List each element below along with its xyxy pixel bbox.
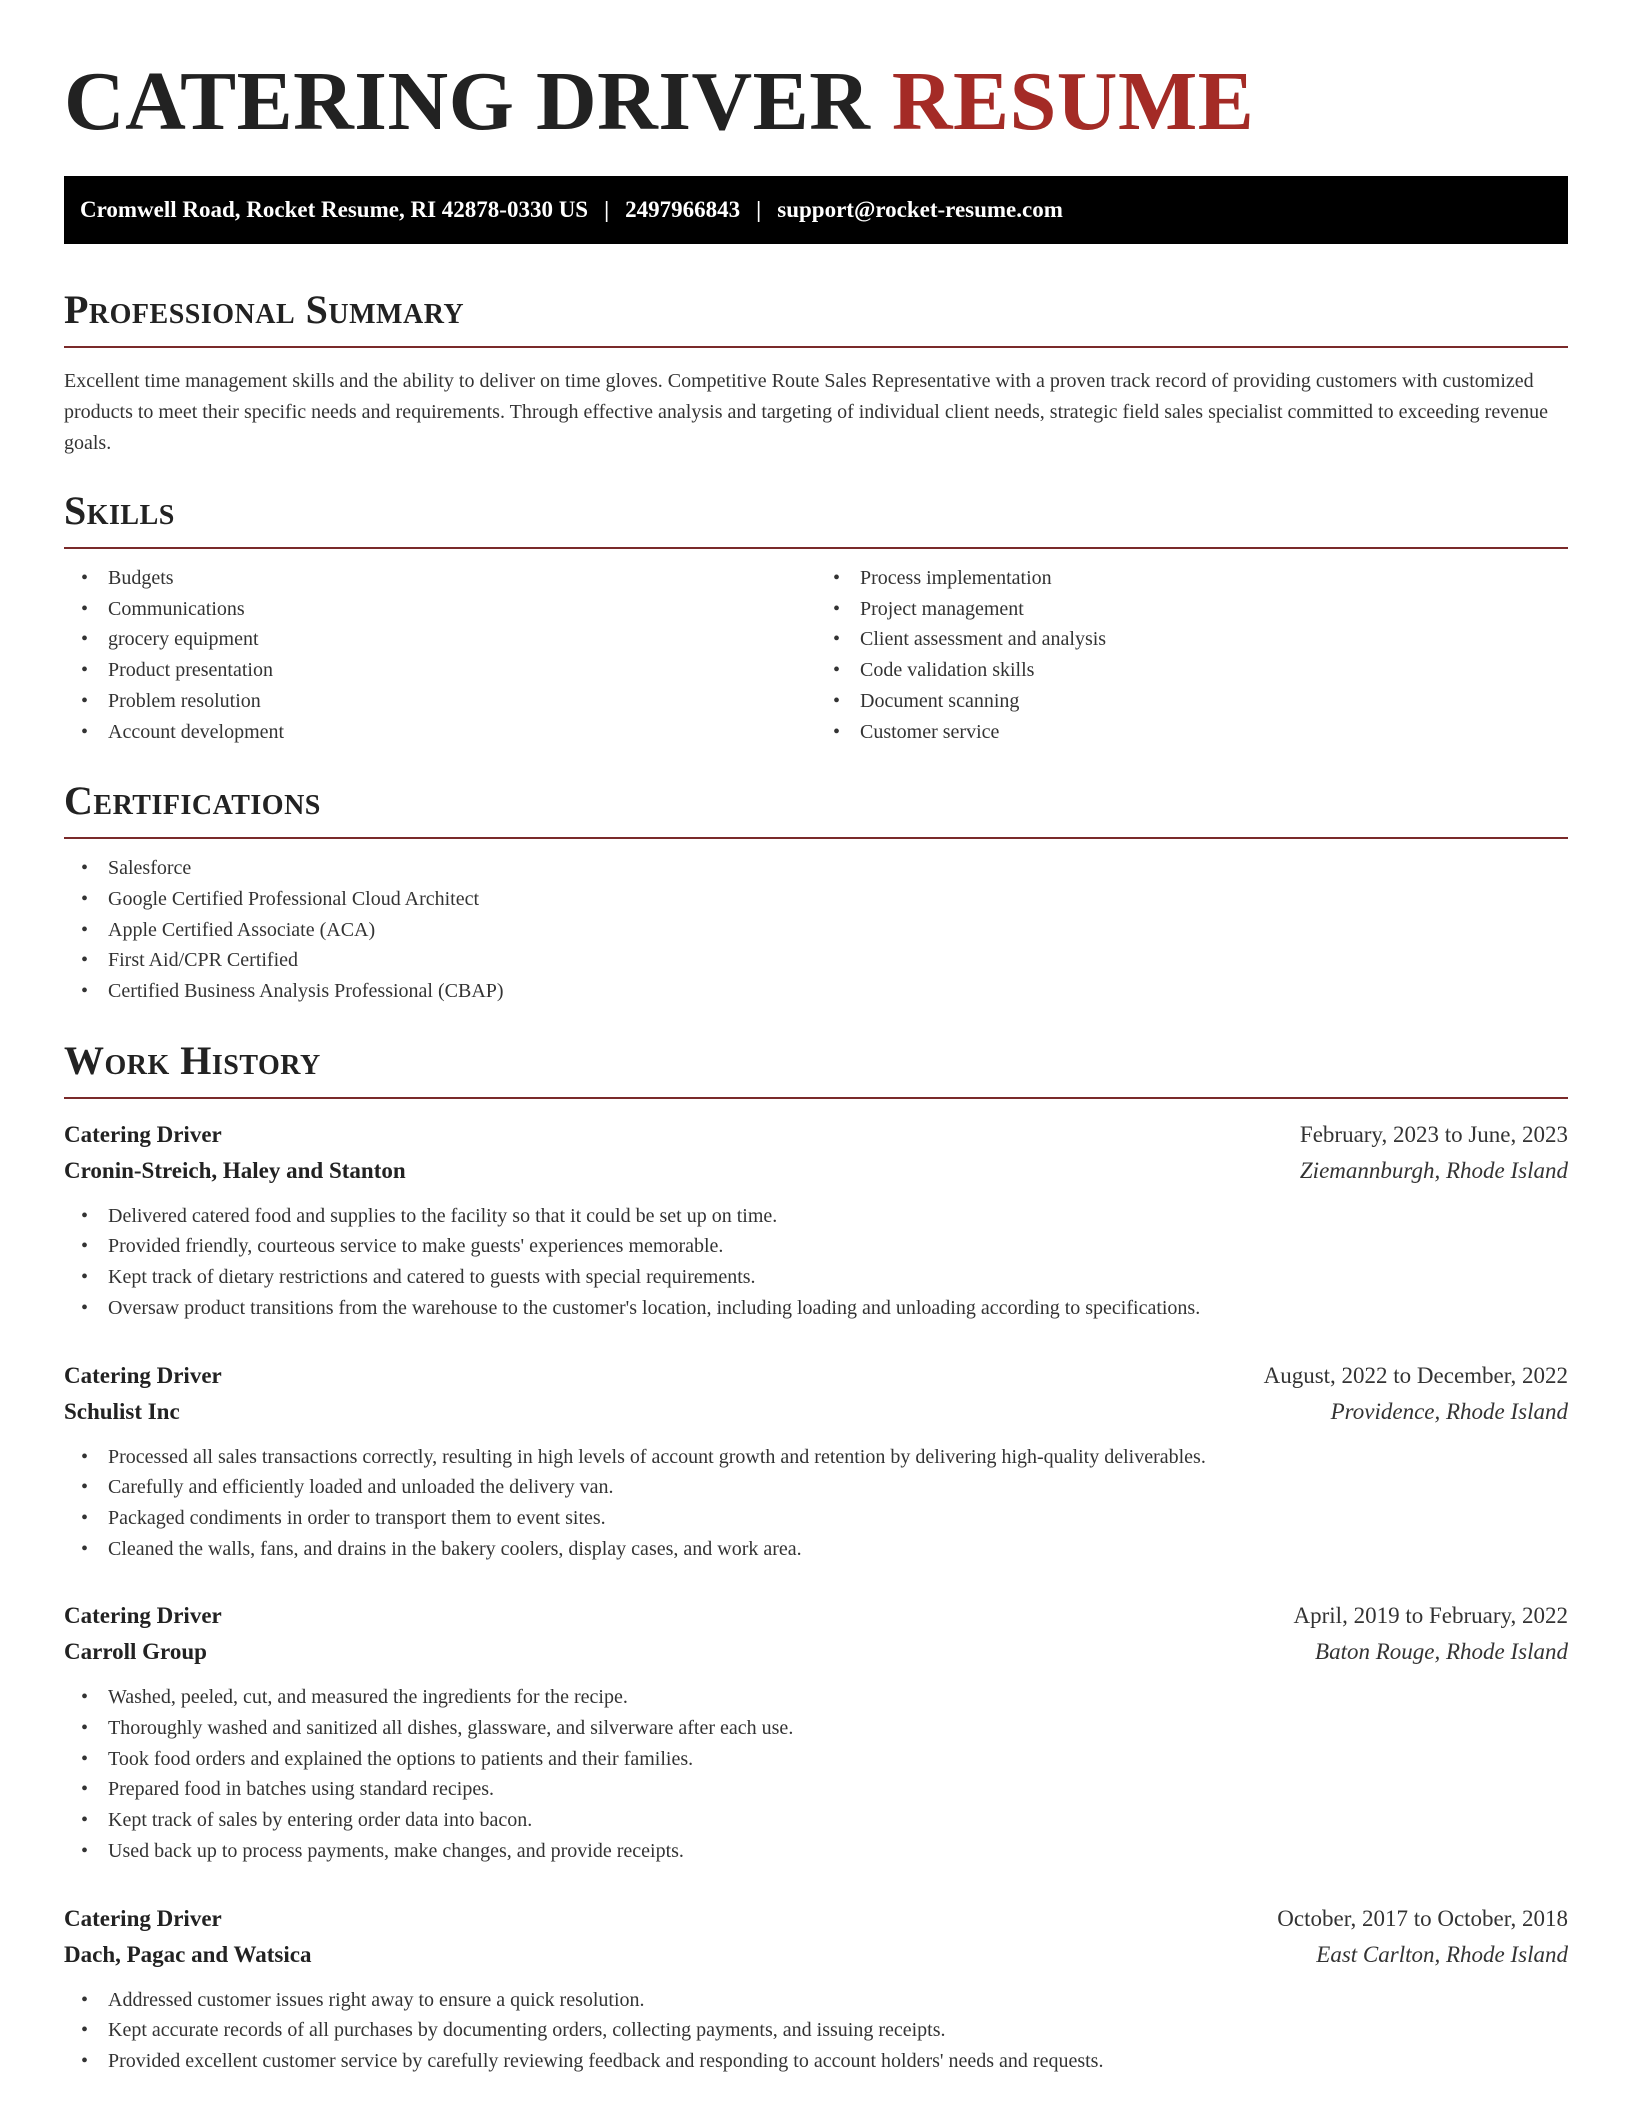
work-history-heading: Work History xyxy=(64,1037,321,1083)
job-duty: • Processed all sales transactions correctly, resulting in high levels of account growth and retention by delivering high-quality deliverables. xyxy=(64,1442,1568,1473)
job-location: Providence, Rhode Island xyxy=(1330,1398,1568,1424)
job-duty: • Carefully and efficiently loaded and unloaded the delivery van. xyxy=(64,1472,1568,1503)
section-divider xyxy=(64,1097,1568,1099)
job-duty: • Took food orders and explained the options to patients and their families. xyxy=(64,1744,1568,1775)
job-company: Carroll Group xyxy=(64,1639,207,1665)
skill-item: • Communications xyxy=(64,594,816,625)
job-entry xyxy=(64,1598,1568,1866)
skill-item: • Problem resolution xyxy=(64,686,816,717)
certification-item: • First Aid/CPR Certified xyxy=(64,945,1568,976)
job-title: Catering Driver xyxy=(64,1121,222,1147)
job-company: Cronin-Streich, Haley and Stanton xyxy=(64,1157,406,1183)
job-location: Ziemannburgh, Rhode Island xyxy=(1299,1157,1568,1183)
contact-address: Cromwell Road, Rocket Resume, RI 42878-0330 US xyxy=(80,197,589,222)
title-accent: RESUME xyxy=(891,55,1255,148)
job-dates: October, 2017 to October, 2018 xyxy=(1277,1905,1568,1931)
job-title: Catering Driver xyxy=(64,1362,222,1388)
skills-grid xyxy=(64,549,1568,747)
skill-item: • Client assessment and analysis xyxy=(816,624,1568,655)
certifications-list xyxy=(64,853,1568,1007)
job-duty: • Packaged condiments in order to transport them to event sites. xyxy=(64,1503,1568,1534)
skill-item: • Customer service xyxy=(816,717,1568,748)
job-dates: August, 2022 to December, 2022 xyxy=(1263,1362,1568,1388)
skill-item: • Code validation skills xyxy=(816,655,1568,686)
job-duty: • Kept track of sales by entering order data into bacon. xyxy=(64,1805,1568,1836)
section-divider xyxy=(64,346,1568,348)
skill-item: • grocery equipment xyxy=(64,624,816,655)
job-dates: February, 2023 to June, 2023 xyxy=(1299,1121,1568,1147)
work-history-section xyxy=(64,1039,1568,2077)
job-duties xyxy=(64,1201,1568,1324)
job-duty: • Provided excellent customer service by carefully reviewing feedback and responding to account holders' needs and requests. xyxy=(64,2046,1568,2077)
resume-title xyxy=(64,0,1568,176)
skill-item: • Process implementation xyxy=(816,563,1568,594)
certifications-heading: Certifications xyxy=(64,778,321,824)
job-duty: • Cleaned the walls, fans, and drains in the bakery coolers, display cases, and work area. xyxy=(64,1534,1568,1565)
job-company: Dach, Pagac and Watsica xyxy=(64,1941,312,1967)
job-duty: • Kept track of dietary restrictions and catered to guests with special requirements. xyxy=(64,1262,1568,1293)
section-divider xyxy=(64,837,1568,839)
certification-item: • Apple Certified Associate (ACA) xyxy=(64,915,1568,946)
job-entry xyxy=(64,1358,1568,1565)
job-entry xyxy=(64,1117,1568,1324)
job-title: Catering Driver xyxy=(64,1905,222,1931)
job-duty: • Addressed customer issues right away to ensure a quick resolution. xyxy=(64,1985,1568,2016)
contact-phone: 2497966843 xyxy=(625,197,741,222)
job-duties xyxy=(64,1682,1568,1866)
contact-email: support@rocket-resume.com xyxy=(777,197,1063,222)
certification-item: • Google Certified Professional Cloud Architect xyxy=(64,884,1568,915)
title-main: CATERING DRIVER xyxy=(64,55,871,148)
job-duty: • Kept accurate records of all purchases by documenting orders, collecting payments, and issuing receipts. xyxy=(64,2015,1568,2046)
job-entry xyxy=(64,1901,1568,2077)
contact-separator: | xyxy=(604,197,610,222)
skill-item: • Account development xyxy=(64,717,816,748)
skill-item: • Budgets xyxy=(64,563,816,594)
job-dates: April, 2019 to February, 2022 xyxy=(1293,1603,1568,1629)
contact-separator: | xyxy=(756,197,762,222)
job-duty: • Delivered catered food and supplies to the facility so that it could be set up on time. xyxy=(64,1201,1568,1232)
job-duties xyxy=(64,1442,1568,1565)
summary-heading: Professional Summary xyxy=(64,287,465,332)
skills-list-right xyxy=(816,563,1568,747)
skill-item: • Product presentation xyxy=(64,655,816,686)
job-duty: • Used back up to process payments, make changes, and provide receipts. xyxy=(64,1836,1568,1867)
skill-item: • Project management xyxy=(816,594,1568,625)
job-duty: • Oversaw product transitions from the warehouse to the customer's location, including loading and unloading according to specifications. xyxy=(64,1293,1568,1324)
job-duties xyxy=(64,1985,1568,2077)
contact-bar xyxy=(64,176,1568,244)
skill-item: • Document scanning xyxy=(816,686,1568,717)
skills-list-left xyxy=(64,563,816,747)
job-duty: • Prepared food in batches using standard recipes. xyxy=(64,1774,1568,1805)
skills-section xyxy=(64,489,1568,747)
certification-item: • Salesforce xyxy=(64,853,1568,884)
job-location: East Carlton, Rhode Island xyxy=(1316,1941,1568,1967)
job-duty: • Thoroughly washed and sanitized all dishes, glassware, and silverware after each use. xyxy=(64,1713,1568,1744)
job-duty: • Washed, peeled, cut, and measured the ingredients for the recipe. xyxy=(64,1682,1568,1713)
summary-text: Excellent time management skills and the ability to deliver on time gloves. Competitive Route Sales Representative with a proven track record of providing customers with customized products to meet their specific needs and requirements. Through effective analysis and targeting of individual client needs, strategic field sales specialist committed to exceeding revenue goals. xyxy=(64,370,1548,454)
job-title: Catering Driver xyxy=(64,1603,222,1629)
job-company: Schulist Inc xyxy=(64,1398,180,1424)
summary-section xyxy=(64,288,1568,459)
certifications-section xyxy=(64,779,1568,1007)
certification-item: • Certified Business Analysis Professional (CBAP) xyxy=(64,976,1568,1007)
job-location: Baton Rouge, Rhode Island xyxy=(1315,1639,1568,1665)
job-duty: • Provided friendly, courteous service to make guests' experiences memorable. xyxy=(64,1231,1568,1262)
skills-heading: Skills xyxy=(64,488,175,533)
